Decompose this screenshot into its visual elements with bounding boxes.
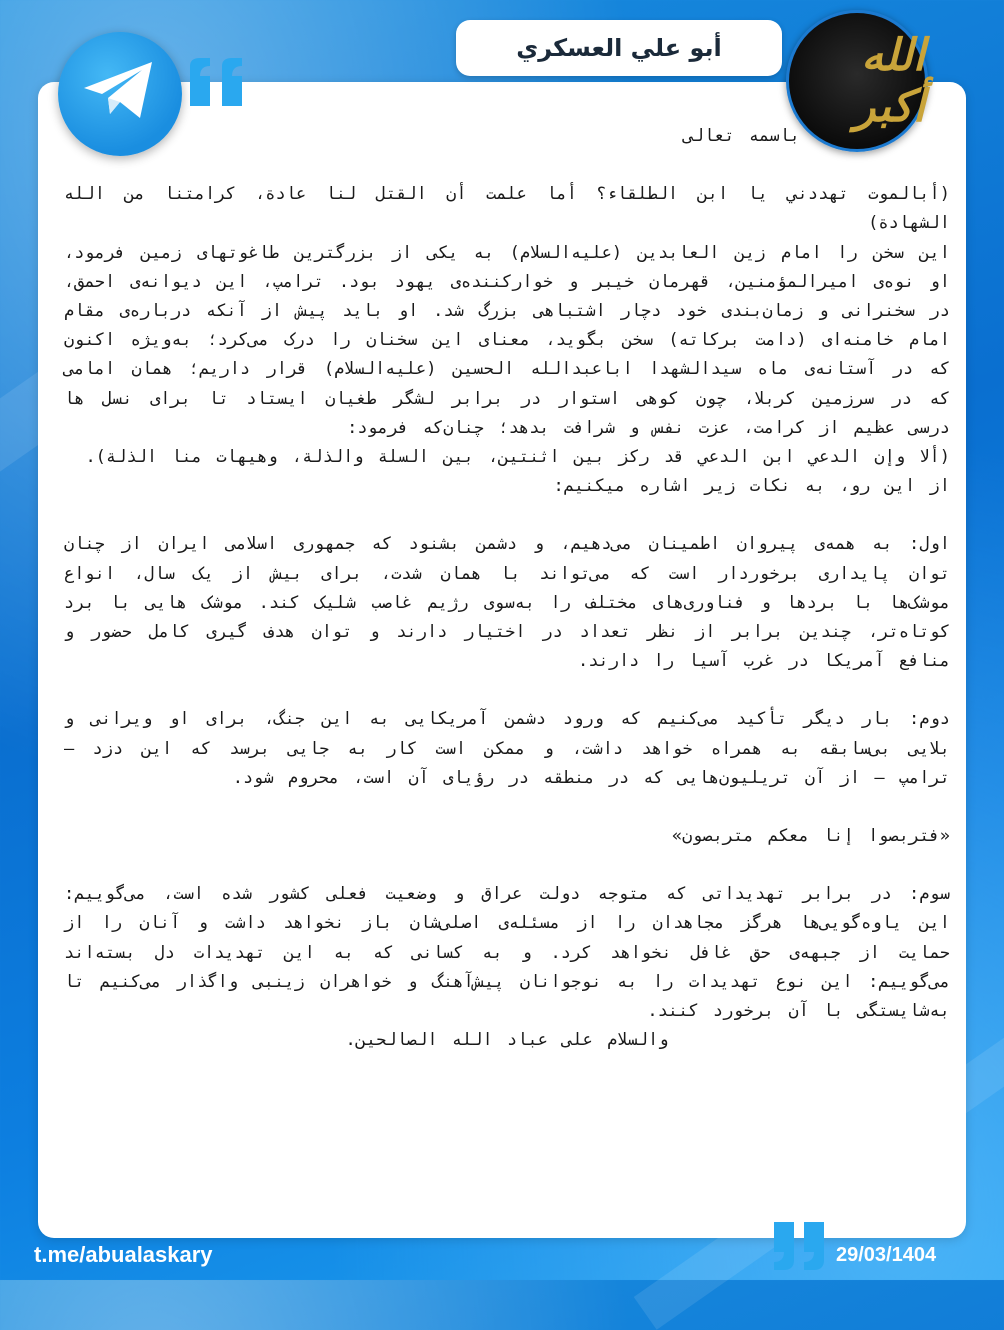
channel-name-header xyxy=(456,20,782,76)
arabic-quote-2: (ألا وإن الدعي ابن الدعي قد ركز بين اثنتين، بين السلة والذلة، وهيهات منا الذلة). xyxy=(85,447,950,468)
channel-link[interactable]: t.me/abualaskary xyxy=(34,1242,213,1267)
intro-points: از این رو، به نکات زیر اشاره میکنیم: xyxy=(553,476,950,497)
logo-calligraphy: الله أكبر xyxy=(854,30,925,132)
point-2: دوم: بار دیگر تأکید می‌کنیم که ورود دشمن آمریکایی به این جنگ، برای او ویرانی و بلایی بی‌سابقه به همراه خواهد داشت، و ممکن است کار به جایی برسد که این دزد – ترامپ – از آن تریلیون‌هایی که در منطقه در رؤیای آن است، محروم شود. xyxy=(64,709,950,788)
paragraph-1: این سخن را امام زین العابدین (علیه‌السلام) به یکی از بزرگترین طاغوتهای زمین فرمود، او نوه‌ی امیرالمؤمنین، قهرمان خیبر و خوارکننده‌ی یهود بود. ترامپ، این دیوانه‌ی احمق، در سخنرانی و زمان‌بندی خود دچار اشتباهی بزرگ شد. او باید پیش از آنکه درباره‌ی مقام امام خامنه‌ای (دامت برکاته) سخن بگوید، معنای این سخنان را درک می‌کرد؛ به‌ویژه اکنون که در آستانه‌ی ماه سیدالشهدا اباعبدالله الحسین (علیه‌السلام) قرار داریم؛ همان امامی که در سرزمین کربلا، چون کوهی استوار در برابر لشگر طغیان ایستاد تا برای نسل ها درسی عظیم از کرامت، عزت نفس و شرافت بدهد؛ چنان‌که فرمود: xyxy=(64,242,950,438)
arabic-quote: (أبالموت تهددني يا ابن الطلقاء؟ أما علمت أن القتل لنا عادة، كرامتنا من الله الشهادة) xyxy=(64,184,950,234)
statement-body xyxy=(64,122,950,1055)
quranic-verse: «فتربصوا إنا معكم متربصون» xyxy=(671,826,950,847)
statement-title: باسمه تعالی xyxy=(683,126,800,146)
closing-line: والسلام علی عباد الله الصالحین. xyxy=(345,1030,669,1051)
quote-close-icon xyxy=(770,1220,830,1276)
point-1: اول: به همه‌ی پیروان اطمینان می‌دهیم، و دشمن بشنود که جمهوری اسلامی ایران از چنان توان پایداری برخوردار است که می‌تواند با همان شدت، برای بیش از یک سال، انواع موشک‌ها با بردها و فناوری‌های مختلف را به‌سوی رژیم غاصب شلیک کند. موشک هایی با برد کوتاه‌تر، چندین برابر از نظر تعداد در اختیار دارند و توان هدف گیری کامل حضور و منافع آمریکا در غرب آسیا را دارند. xyxy=(64,534,950,672)
channel-name: أبو علي العسكري xyxy=(516,34,722,62)
quote-open-icon xyxy=(186,56,248,114)
paper-plane-icon xyxy=(80,56,160,126)
point-3: سوم: در برابر تهدیداتی که متوجه دولت عراق و وضعیت فعلی کشور شده است، می‌گوییم: این یاوه‌گویی‌ها هرگز مجاهدان را از مسئله‌ی اصلی‌شان باز نخواهد داشت و آنان را از حمایت از جبهه‌ی حق غافل نخواهد کرد. و به کسانی که به این تهدیدات دل بسته‌اند می‌گوییم: این نوع تهدیدات را به نوجوانان پیش‌آهنگ و خواهران زینبی واگذار می‌کنیم تا به‌شایستگی با آن برخورد کنند. xyxy=(64,884,950,1022)
post-date: 29/03/1404 xyxy=(836,1244,937,1266)
